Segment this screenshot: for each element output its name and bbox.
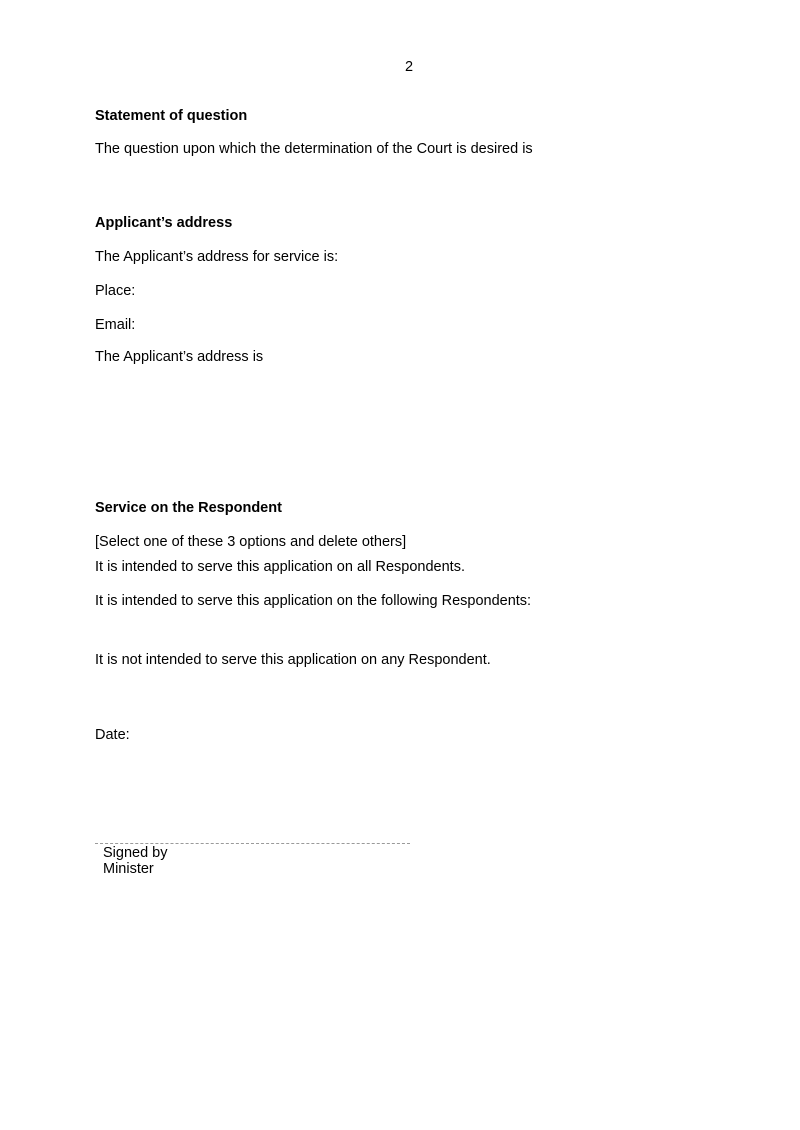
signature-line <box>95 843 410 844</box>
address-service-line: The Applicant’s address for service is: <box>95 249 339 265</box>
signed-by-label: Signed by <box>103 845 168 861</box>
service-option-all: It is intended to serve this application on all Respondents. <box>95 559 465 575</box>
service-option-none: It is not intended to serve this application on any Respondent. <box>95 652 491 668</box>
service-instruction: [Select one of these 3 options and delete others] <box>95 534 407 550</box>
page-number: 2 <box>404 59 414 75</box>
date-label: Date: <box>95 727 130 743</box>
service-heading: Service on the Respondent <box>95 500 282 516</box>
email-label: Email: <box>95 317 136 333</box>
signatory-title: Minister <box>103 861 154 877</box>
address-heading: Applicant’s address <box>95 215 233 231</box>
applicant-address-line: The Applicant’s address is <box>95 349 264 365</box>
place-label: Place: <box>95 283 136 299</box>
statement-heading: Statement of question <box>95 108 248 124</box>
service-option-following: It is intended to serve this application on the following Respondents: <box>95 593 532 609</box>
statement-text: The question upon which the determination of the Court is desired is <box>95 141 533 157</box>
